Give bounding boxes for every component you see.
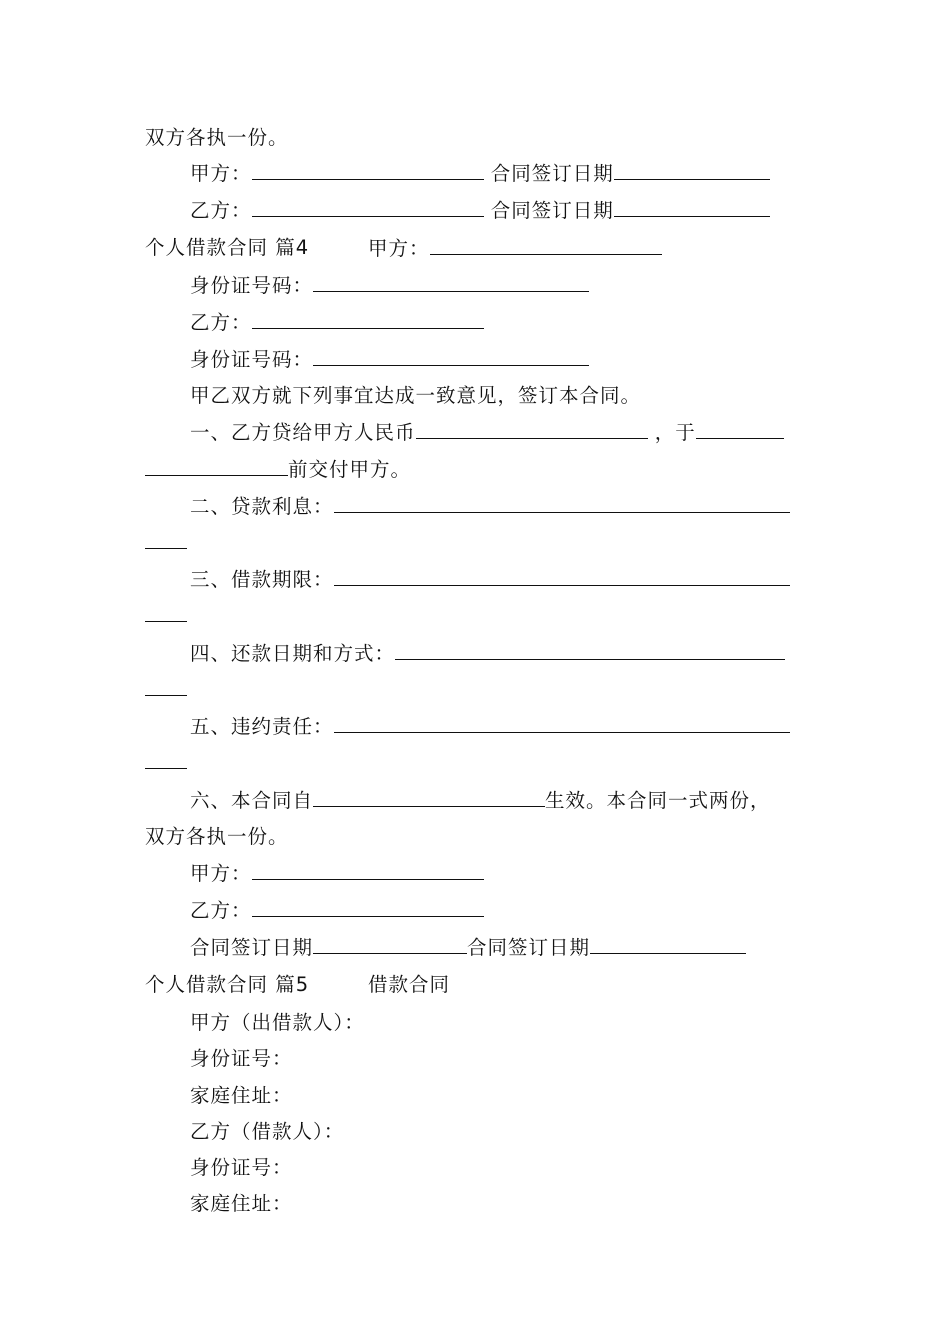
blank-line — [590, 935, 746, 954]
text-segment: 借款合同 — [368, 973, 451, 996]
text-segment: 甲乙双方就下列事宜达成一致意见，签订本合同。 — [190, 384, 642, 407]
text-segment: 双方各执一份。 — [145, 825, 289, 848]
section-heading — [145, 973, 309, 997]
text-line — [145, 530, 187, 555]
text-line — [190, 714, 790, 739]
text-line — [190, 861, 484, 886]
text-line — [190, 420, 784, 445]
text-segment: 乙方： — [190, 199, 252, 222]
text-line — [190, 935, 746, 960]
text-line — [190, 198, 770, 223]
blank-line — [252, 161, 484, 180]
text-line — [190, 494, 790, 519]
blank-line — [334, 714, 790, 733]
text-segment: 甲方： — [190, 162, 252, 185]
text-segment: 身份证号码： — [190, 348, 314, 371]
text-segment: 乙方： — [190, 311, 252, 334]
text-line — [190, 1120, 344, 1144]
text-segment: 个人借款合同 篇5 — [145, 973, 310, 996]
blank-line — [252, 898, 484, 917]
text-segment: 身份证号码： — [190, 274, 314, 297]
text-segment: 合同签订日期 — [467, 936, 591, 959]
text-segment: 合同签订日期 — [490, 162, 614, 185]
text-line — [190, 384, 641, 408]
blank-line — [145, 677, 187, 696]
text-segment: 乙方（借款人）： — [190, 1120, 345, 1143]
text-line — [145, 750, 187, 775]
text-line — [145, 457, 411, 482]
text-line — [190, 1084, 293, 1108]
text-segment: 五、违约责任： — [190, 715, 334, 738]
text-segment: 双方各执一份。 — [145, 126, 289, 149]
text-segment: 合同签订日期 — [490, 199, 614, 222]
text-line — [190, 567, 790, 592]
blank-line — [334, 567, 790, 586]
section-heading — [145, 236, 309, 260]
text-segment: 前交付甲方。 — [288, 458, 412, 481]
text-segment: 个人借款合同 篇4 — [145, 236, 310, 259]
text-line — [145, 825, 289, 849]
text-segment: 乙方： — [190, 899, 252, 922]
text-line — [190, 161, 770, 186]
text-line — [190, 310, 484, 335]
blank-line — [252, 198, 484, 217]
blank-line — [252, 310, 484, 329]
text-line — [190, 273, 589, 298]
text-line — [368, 973, 450, 997]
text-segment: 六、本合同自 — [190, 789, 314, 812]
text-segment: 家庭住址： — [190, 1084, 293, 1107]
blank-line — [252, 861, 484, 880]
text-segment: 身份证号： — [190, 1047, 293, 1070]
blank-line — [313, 347, 589, 366]
text-segment: 甲方（出借款人）： — [190, 1011, 365, 1034]
blank-line — [696, 420, 784, 439]
text-line — [190, 1011, 365, 1035]
text-segment: 甲方： — [190, 862, 252, 885]
blank-line — [614, 198, 770, 217]
blank-line — [313, 273, 589, 292]
text-line — [190, 1192, 293, 1216]
text-line — [190, 347, 589, 372]
text-segment: 一、乙方贷给甲方人民币 — [190, 421, 416, 444]
blank-line — [313, 935, 467, 954]
text-segment: 四、还款日期和方式： — [190, 642, 396, 665]
blank-line — [614, 161, 770, 180]
text-segment: 甲方： — [368, 237, 430, 260]
blank-line — [430, 236, 662, 255]
text-segment: 身份证号： — [190, 1156, 293, 1179]
blank-line — [416, 420, 648, 439]
text-line — [145, 126, 289, 150]
text-line — [145, 677, 187, 702]
text-segment: 二、贷款利息： — [190, 495, 334, 518]
blank-line — [145, 750, 187, 769]
blank-line — [145, 530, 187, 549]
text-segment: 合同签订日期 — [190, 936, 314, 959]
text-line — [368, 236, 662, 261]
text-line — [190, 898, 484, 923]
text-line — [190, 788, 771, 813]
blank-line — [334, 494, 790, 513]
text-segment: 生效。本合同一式两份， — [545, 789, 771, 812]
blank-line — [313, 788, 545, 807]
text-segment: 三、借款期限： — [190, 568, 334, 591]
blank-line — [395, 641, 785, 660]
text-line — [190, 1156, 293, 1180]
text-segment: 家庭住址： — [190, 1192, 293, 1215]
text-line — [190, 641, 785, 666]
blank-line — [145, 457, 288, 476]
text-segment: ，于 — [654, 421, 696, 444]
blank-line — [145, 603, 187, 622]
text-line — [190, 1047, 293, 1071]
text-line — [145, 603, 187, 628]
